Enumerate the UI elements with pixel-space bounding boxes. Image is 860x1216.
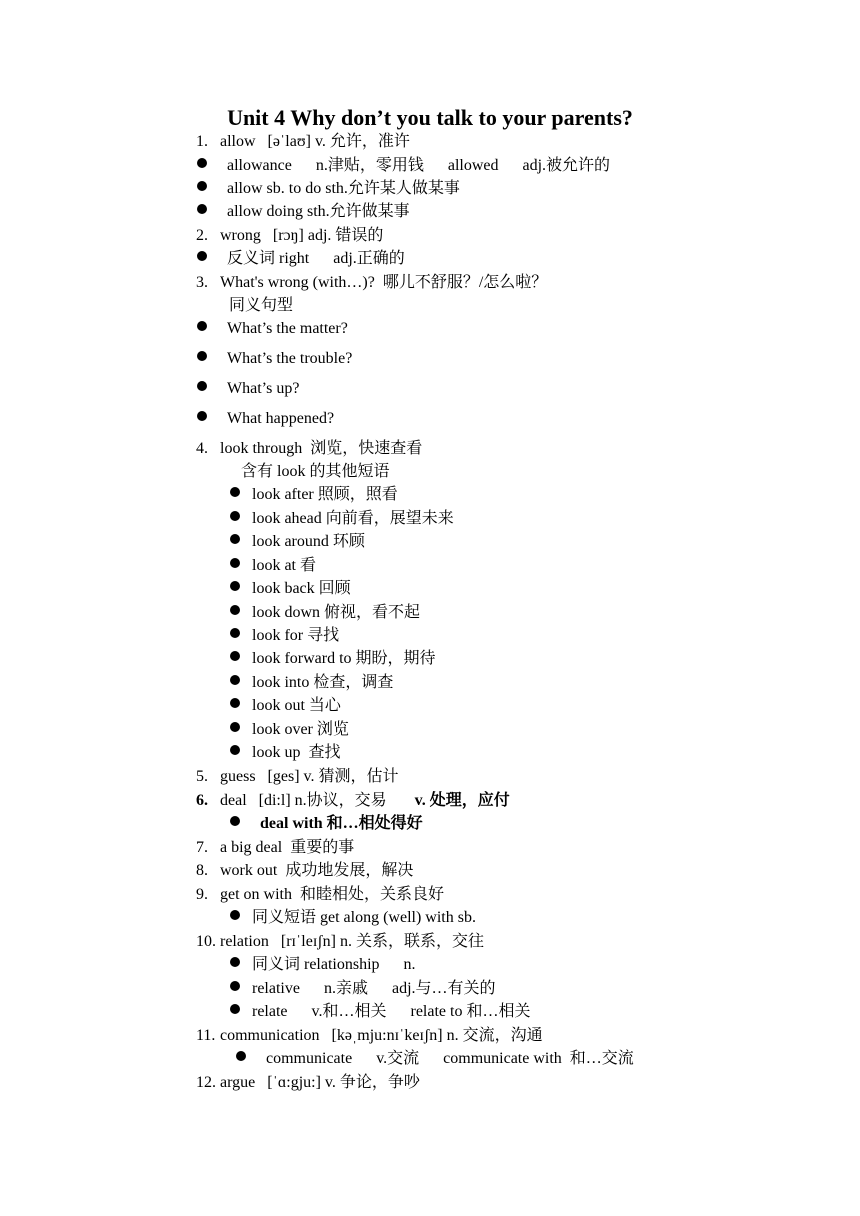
bullet-dot-icon xyxy=(230,651,240,661)
bullet-item xyxy=(197,155,830,177)
item-number: 5. xyxy=(196,768,208,785)
bullet-text: communicate v.交流 communicate with 和…交流 xyxy=(266,1050,634,1067)
bullet-text: What’s the matter? xyxy=(227,320,348,337)
bullet-text: look for 寻找 xyxy=(252,627,340,644)
item-text: allow [əˈlaʊ] v. 允许，准许 xyxy=(220,133,410,150)
item-text: What's wrong (with…)? 哪儿不舒服？/怎么啦？ xyxy=(220,274,548,291)
sub-bullet-item xyxy=(230,531,830,553)
bullet-dot-icon xyxy=(230,675,240,685)
sub-bullet-item xyxy=(230,1001,830,1023)
numbered-item xyxy=(196,131,410,153)
item-number: 6. xyxy=(196,792,208,809)
bullet-item xyxy=(197,348,830,370)
numbered-item xyxy=(196,1025,543,1047)
bullet-dot-icon xyxy=(230,581,240,591)
bullet-text: 反义词 right adj.正确的 xyxy=(227,250,405,267)
item-number: 11. xyxy=(196,1027,216,1044)
sub-bullet-item xyxy=(236,1048,830,1070)
bullet-dot-icon xyxy=(197,321,207,331)
item-text: work out 成功地发展，解决 xyxy=(220,862,414,879)
item-number: 12. xyxy=(196,1074,216,1091)
bullet-dot-icon xyxy=(197,181,207,191)
bullet-text: look after 照顾，照看 xyxy=(252,486,398,503)
sub-bullet-item xyxy=(230,695,830,717)
bullet-dot-icon xyxy=(230,511,240,521)
bullet-dot-icon xyxy=(230,605,240,615)
indented-note: 含有 look 的其他短语 xyxy=(241,463,390,480)
bullet-dot-icon xyxy=(230,487,240,497)
numbered-item xyxy=(196,837,354,859)
item-text: a big deal 重要的事 xyxy=(220,839,355,856)
sub-bullet-item xyxy=(230,813,830,835)
sub-bullet-item xyxy=(230,625,830,647)
bullet-dot-icon xyxy=(230,981,240,991)
item-text: look through 浏览，快速查看 xyxy=(220,440,423,457)
bullet-text: What’s up? xyxy=(227,380,300,397)
bullet-text: look out 当心 xyxy=(252,697,341,714)
bullet-text: look at 看 xyxy=(252,557,316,574)
sub-bullet-item xyxy=(230,954,830,976)
item-text: relation [rɪˈleɪʃn] n. 关系，联系，交往 xyxy=(220,933,484,950)
numbered-item xyxy=(196,790,510,812)
numbered-item xyxy=(196,931,484,953)
bullet-text: relative n.亲戚 adj.与…有关的 xyxy=(252,980,496,997)
sub-bullet-item xyxy=(230,907,830,929)
bullet-dot-icon xyxy=(230,1004,240,1014)
bullet-text: allow doing sth.允许做某事 xyxy=(227,203,410,220)
item-text: argue [ˈɑ:gju:] v. 争论，争吵 xyxy=(220,1074,420,1091)
bullet-text: look up 查找 xyxy=(252,744,341,761)
bullet-text: What’s the trouble? xyxy=(227,350,353,367)
item-number: 3. xyxy=(196,274,208,291)
bullet-text: relate v.和…相关 relate to 和…相关 xyxy=(252,1003,531,1020)
bullet-item xyxy=(197,408,830,430)
numbered-item xyxy=(196,766,399,788)
item-number: 2. xyxy=(196,227,208,244)
item-number: 1. xyxy=(196,133,208,150)
bullet-text: look into 检查，调查 xyxy=(252,674,394,691)
bullet-text: look over 浏览 xyxy=(252,721,349,738)
item-number: 8. xyxy=(196,862,208,879)
bullet-dot-icon xyxy=(197,351,207,361)
sub-bullet-item xyxy=(230,742,830,764)
bullet-text: allow sb. to do sth.允许某人做某事 xyxy=(227,180,460,197)
bullet-item xyxy=(197,178,830,200)
bullet-dot-icon xyxy=(230,722,240,732)
sub-bullet-item xyxy=(230,672,830,694)
bullet-dot-icon xyxy=(230,558,240,568)
item-text: communication [kəˌmju:nɪˈkeɪʃn] n. 交流，沟通 xyxy=(220,1027,543,1044)
item-text: get on with 和睦相处，关系良好 xyxy=(220,886,444,903)
numbered-item xyxy=(196,884,444,906)
item-number: 9. xyxy=(196,886,208,903)
bullet-dot-icon xyxy=(197,204,207,214)
item-text: wrong [rɔŋ] adj. 错误的 xyxy=(220,227,384,244)
numbered-item xyxy=(196,438,422,460)
sub-bullet-item xyxy=(230,648,830,670)
page-title: Unit 4 Why don’t you talk to your parents? xyxy=(227,105,633,130)
bullet-text: look around 环顾 xyxy=(252,533,365,550)
indented-note: 同义句型 xyxy=(229,297,294,314)
bullet-text: allowance n.津贴，零用钱 allowed adj.被允许的 xyxy=(227,157,611,174)
item-number: 7. xyxy=(196,839,208,856)
bullet-text: look down 俯视，看不起 xyxy=(252,604,421,621)
bullet-item xyxy=(197,248,830,270)
bullet-text: 同义词 relationship n. xyxy=(252,956,416,973)
numbered-item xyxy=(196,1072,420,1094)
numbered-item xyxy=(196,225,383,247)
numbered-item xyxy=(196,272,547,294)
bullet-text: look ahead 向前看，展望未来 xyxy=(252,510,454,527)
bullet-dot-icon xyxy=(230,957,240,967)
bullet-dot-icon xyxy=(230,628,240,638)
sub-bullet-item xyxy=(230,508,830,530)
sub-bullet-item xyxy=(230,719,830,741)
sub-bullet-item xyxy=(230,602,830,624)
sub-bullet-item xyxy=(230,978,830,1000)
bullet-text: look back 回顾 xyxy=(252,580,351,597)
bullet-dot-icon xyxy=(197,158,207,168)
bullet-item xyxy=(197,201,830,223)
bullet-text: 同义短语 get along (well) with sb. xyxy=(252,909,476,926)
bullet-dot-icon xyxy=(197,381,207,391)
bullet-dot-icon xyxy=(230,910,240,920)
bullet-dot-icon xyxy=(197,411,207,421)
item-number: 4. xyxy=(196,440,208,457)
bullet-dot-icon xyxy=(230,534,240,544)
bullet-dot-icon xyxy=(230,816,240,826)
item-number: 10. xyxy=(196,933,216,950)
bullet-item xyxy=(197,378,830,400)
bullet-text: deal with 和…相处得好 xyxy=(260,815,423,832)
numbered-item xyxy=(196,860,413,882)
item-bold-text: v. 处理，应付 xyxy=(414,792,510,809)
bullet-text: look forward to 期盼，期待 xyxy=(252,650,436,667)
bullet-dot-icon xyxy=(230,698,240,708)
sub-bullet-item xyxy=(230,484,830,506)
bullet-dot-icon xyxy=(230,745,240,755)
sub-bullet-item xyxy=(230,578,830,600)
bullet-dot-icon xyxy=(197,251,207,261)
item-text: deal [di:l] n.协议，交易 xyxy=(220,792,387,809)
item-text: guess [ges] v. 猜测，估计 xyxy=(220,768,399,785)
bullet-text: What happened? xyxy=(227,410,335,427)
bullet-dot-icon xyxy=(236,1051,246,1061)
sub-bullet-item xyxy=(230,555,830,577)
bullet-item xyxy=(197,318,830,340)
